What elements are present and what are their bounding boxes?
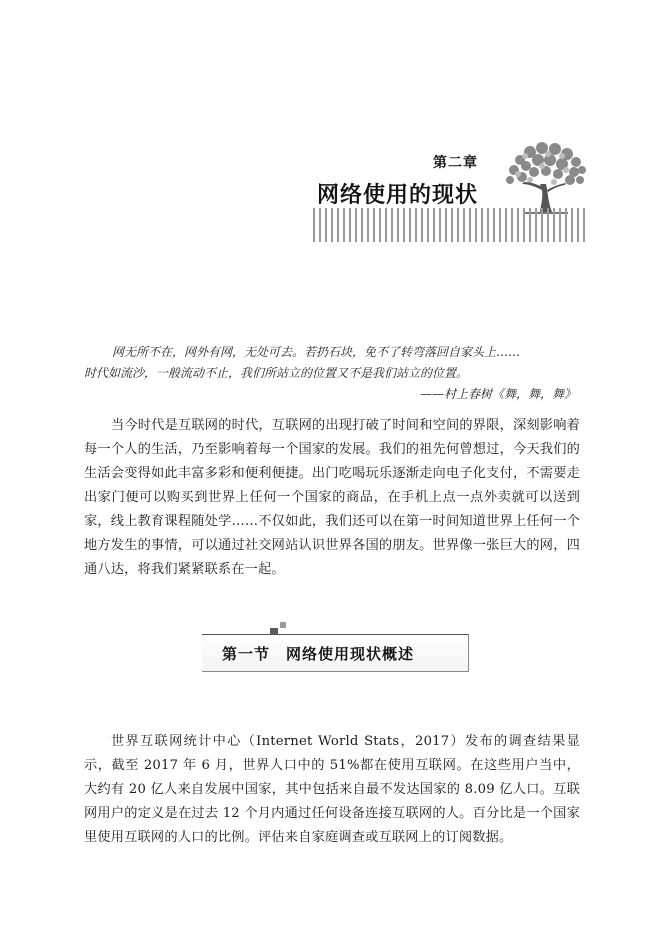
epigraph-quote xyxy=(84,342,580,405)
quote-line: 时代如流沙，一般流动不止，我们所站立的位置又不是我们站立的位置。 xyxy=(84,366,469,380)
section-name: 网络使用现状概述 xyxy=(286,645,415,663)
chapter-title: 网络使用的现状 xyxy=(316,182,478,208)
body-paragraph: 世界互联网统计中心（Internet World Stats，2017）发布的调查结果显示，截至 2017 年 6 月，世界人口中的 51%都在使用互联网。在这些用户当中，大约有 20 亿人来自发展中国家，其中包括来自最不发达国家的 8.09 亿人口。互联网用户的定义是在过去 12 个月内通过任何设备连接互联网的人。百分比是一个国家里使用互联网的人口的比例。评估来自家庭调查或互联网上的订阅数据。 xyxy=(84,734,580,845)
chapter-label: 第二章 xyxy=(433,155,478,171)
decorative-square xyxy=(280,622,286,628)
quote-line: 网无所不在，网外有网，无处可去。若扔石块，免不了转弯落回自家头上…… xyxy=(112,345,521,359)
quote-attribution: ——村上春树《舞，舞，舞》 xyxy=(419,387,576,401)
section-heading xyxy=(202,622,472,678)
decorative-stripes xyxy=(313,208,589,242)
tree-icon xyxy=(500,140,590,218)
body-paragraph: 当今时代是互联网的时代，互联网的出现打破了时间和空间的界限，深刻影响着每一个人的生活，乃至影响着每一个国家的发展。我们的祖先何曾想过，今天我们的生活会变得如此丰富多彩和便利便捷。出门吃喝玩乐逐渐走向电子化支付，不需要走出家门便可以购买到世界上任何一个国家的商品，在手机上点一点外卖就可以送到家，线上教育课程随处学……不仅如此，我们还可以在第一时间知道世界上任何一个地方发生的事情，可以通过社交网站认识世界各国的朋友。世界像一张巨大的网，四通八达，将我们紧紧联系在一起。 xyxy=(84,418,580,577)
section-title xyxy=(222,643,414,664)
chapter-header xyxy=(300,140,590,250)
section-number: 第一节 xyxy=(222,645,271,663)
